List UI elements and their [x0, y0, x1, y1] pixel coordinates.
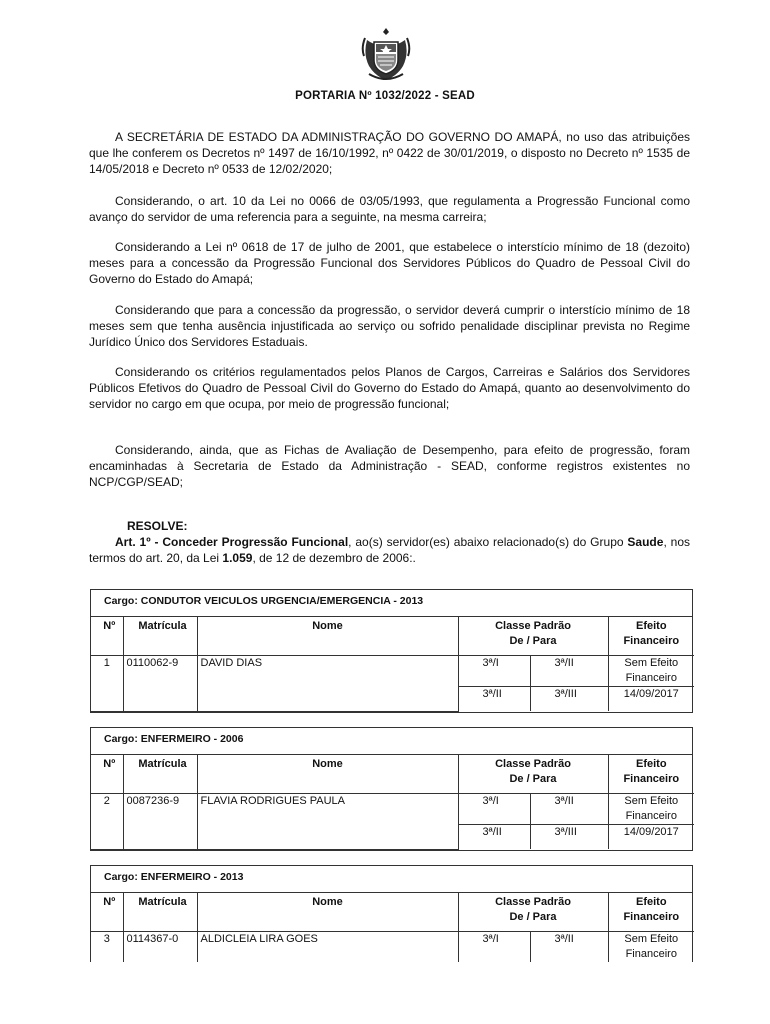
header-matricula: Matrícula	[123, 755, 197, 794]
cell-classe-de: 3ª/II	[458, 687, 530, 712]
state-coat-of-arms-icon	[361, 26, 411, 82]
cell-matricula: 0110062-9	[123, 656, 197, 712]
cell-efeito-line-2: Financeiro	[625, 672, 677, 684]
header-num: Nº	[91, 755, 123, 794]
cell-efeito	[608, 656, 694, 687]
cargo-table	[90, 865, 693, 962]
cell-classe-para: 3ª/II	[530, 656, 608, 687]
cell-efeito-line-1: Sem Efeito	[624, 657, 679, 669]
cell-classe-para: 3ª/III	[530, 687, 608, 712]
header-classe-line-2: De / Para	[509, 635, 557, 647]
header-num: Nº	[91, 617, 123, 656]
cell-classe-para: 3ª/III	[530, 825, 608, 850]
header-classe-line-2: De / Para	[509, 911, 557, 923]
header-classe	[458, 893, 608, 932]
article-1-text-3: , de 12 de dezembro de 2006:.	[252, 551, 416, 565]
paragraph-intro: A SECRETÁRIA DE ESTADO DA ADMINISTRAÇÃO DO GOVERNO DO AMAPÁ, no uso das atribuições que lhe conferem os Decretos nº 1497 de 16/10/1992, nº 0422 de 30/01/2019, o disposto no Decreto nº 1535 de 14/05/2018 e Decreto nº 0533 de 12/02/2020;	[89, 130, 690, 176]
table-row	[91, 656, 694, 687]
cargo-title: Cargo: ENFERMEIRO - 2013	[91, 866, 692, 893]
article-1	[89, 534, 690, 566]
header-classe-line-1: Classe Padrão	[495, 896, 571, 908]
paragraph-considerando-1: Considerando, o art. 10 da Lei no 0066 de 03/05/1993, que regulamenta a Progressão Funcional como avanço do servidor de uma referencia para a seguinte, na mesma carreira;	[89, 194, 690, 224]
table-header-row	[91, 617, 694, 656]
cell-classe-de: 3ª/I	[458, 794, 530, 825]
article-1-text-2: , nos termos do art. 20, da Lei	[89, 535, 690, 565]
cell-efeito	[608, 794, 694, 825]
cell-efeito	[608, 932, 694, 963]
table-header-row	[91, 755, 694, 794]
document-title: PORTARIA Nº 1032/2022 - SEAD	[295, 90, 475, 102]
table-row	[91, 794, 694, 825]
cell-efeito: 14/09/2017	[608, 825, 694, 850]
servidor-table	[91, 755, 694, 850]
cell-efeito: 14/09/2017	[608, 687, 694, 712]
cell-efeito-line-1: Sem Efeito	[624, 795, 679, 807]
header-efeito-line-2: Financeiro	[623, 911, 680, 923]
cell-efeito-line-1: Sem Efeito	[624, 933, 679, 945]
cell-nome: ALDICLEIA LIRA GOES	[197, 932, 458, 963]
header-efeito	[608, 755, 694, 794]
servidor-table	[91, 617, 694, 712]
cell-num: 1	[91, 656, 123, 712]
header-efeito	[608, 893, 694, 932]
header-classe	[458, 617, 608, 656]
header-efeito-line-1: Efeito	[635, 620, 667, 632]
cargo-table	[90, 727, 693, 851]
header-classe	[458, 755, 608, 794]
header-efeito-line-2: Financeiro	[623, 635, 680, 647]
cell-efeito-line-2: Financeiro	[625, 810, 677, 822]
header-classe-line-2: De / Para	[509, 773, 557, 785]
paragraph-considerando-2: Considerando a Lei nº 0618 de 17 de julho de 2001, que estabelece o interstício mínimo de 18 (dezoito) meses para a concessão da Progressão Funcional dos Servidores Públicos do Quadro de Pessoal Civil do Governo do Estado do Amapá;	[89, 240, 690, 286]
header-efeito-line-1: Efeito	[635, 758, 667, 770]
table-header-row	[91, 893, 694, 932]
header-classe-line-1: Classe Padrão	[495, 620, 571, 632]
cell-classe-para: 3ª/II	[530, 794, 608, 825]
header-matricula: Matrícula	[123, 893, 197, 932]
lei-number: 1.059	[222, 551, 253, 565]
cargo-table	[90, 589, 693, 713]
resolve-heading: RESOLVE:	[127, 519, 188, 533]
cell-nome: DAVID DIAS	[197, 656, 458, 712]
header-efeito-line-2: Financeiro	[623, 773, 680, 785]
article-1-label: Art. 1º - Conceder Progressão Funcional	[115, 535, 349, 549]
cell-matricula: 0087236-9	[123, 794, 197, 850]
servidor-table	[91, 893, 694, 962]
cell-classe-de: 3ª/I	[458, 656, 530, 687]
header-efeito	[608, 617, 694, 656]
article-1-text-1: , ao(s) servidor(es) abaixo relacionado(s) do Grupo	[348, 535, 628, 549]
header-nome: Nome	[197, 893, 458, 932]
cell-efeito-line-2: Financeiro	[625, 948, 677, 960]
grupo-name: Saude	[627, 535, 664, 549]
cell-classe-de: 3ª/II	[458, 825, 530, 850]
cell-classe-de: 3ª/I	[458, 932, 530, 963]
cell-classe-para: 3ª/II	[530, 932, 608, 963]
header-nome: Nome	[197, 755, 458, 794]
header-efeito-line-1: Efeito	[635, 896, 667, 908]
table-row	[91, 932, 694, 963]
cell-matricula: 0114367-0	[123, 932, 197, 963]
paragraph-considerando-5: Considerando, ainda, que as Fichas de Avaliação de Desempenho, para efeito de progressão, foram encaminhadas à Secretaria de Estado da Administração - SEAD, conforme registros existentes no NCP/CGP/SEAD;	[89, 443, 690, 489]
header-num: Nº	[91, 893, 123, 932]
header-classe-line-1: Classe Padrão	[495, 758, 571, 770]
paragraph-considerando-4: Considerando os critérios regulamentados pelos Planos de Cargos, Carreiras e Salários dos Servidores Públicos Efetivos do Quadro de Pessoal Civil do Governo do Estado do Amapá, quanto ao desenvolvimento do servidor no cargo em que ocupa, por meio de progressão funcional;	[89, 365, 690, 411]
cargo-title: Cargo: ENFERMEIRO - 2006	[91, 728, 692, 755]
header-nome: Nome	[197, 617, 458, 656]
header-matricula: Matrícula	[123, 617, 197, 656]
cell-nome: FLAVIA RODRIGUES PAULA	[197, 794, 458, 850]
cell-num: 2	[91, 794, 123, 850]
cargo-title: Cargo: CONDUTOR VEICULOS URGENCIA/EMERGENCIA - 2013	[91, 590, 692, 617]
cell-num: 3	[91, 932, 123, 963]
paragraph-considerando-3: Considerando que para a concessão da progressão, o servidor deverá cumprir o interstício mínimo de 18 meses sem que tenha ausência injustificada ao serviço ou sofrido penalidade disciplinar prevista no Regime Jurídico Único dos Servidores Estaduais.	[89, 303, 690, 349]
